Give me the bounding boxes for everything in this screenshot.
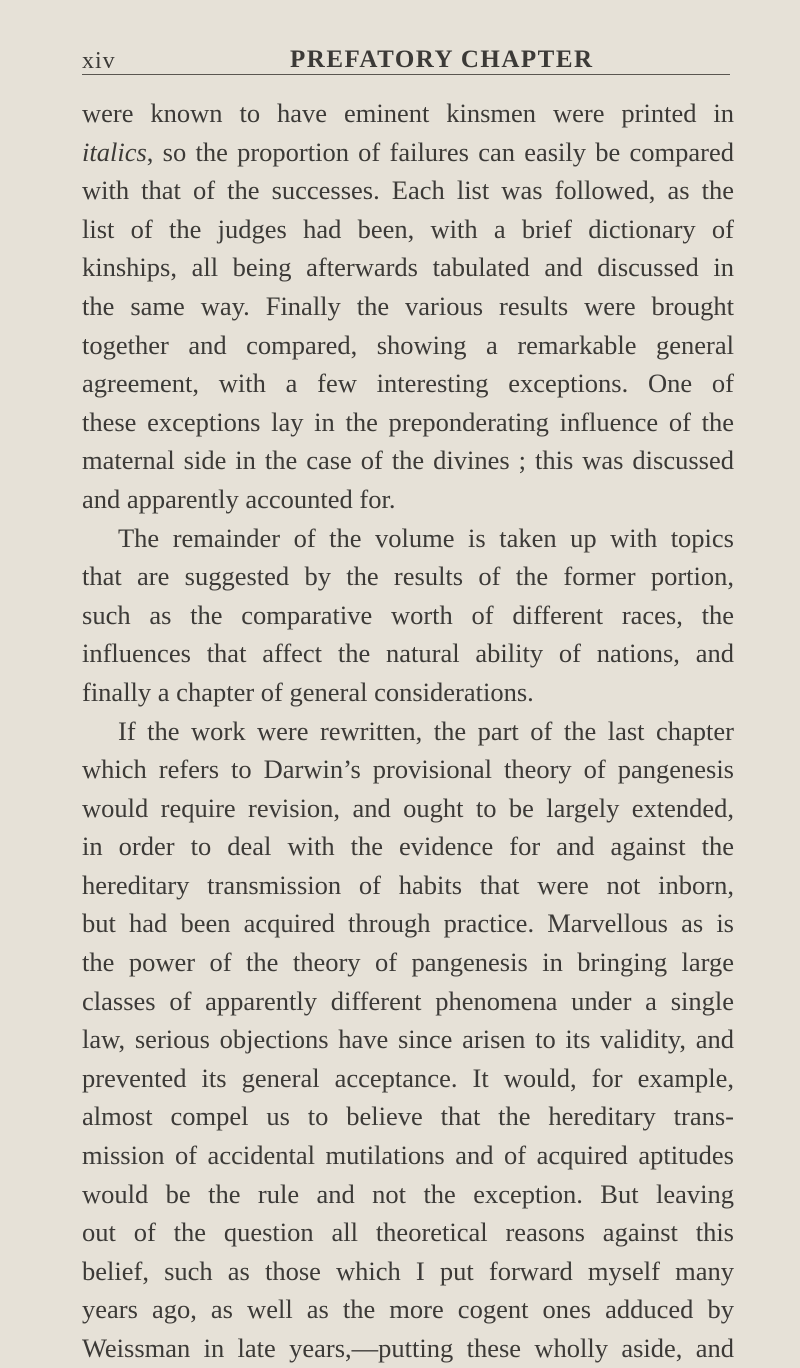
line-text: finally a chapter of general considerations. [82, 676, 534, 707]
page-header [82, 44, 722, 74]
line-text: The remainder of the volume is taken up with topics [118, 522, 734, 553]
text-line [82, 248, 734, 287]
line-text: almost compel us to believe that the hereditary trans- [82, 1101, 734, 1132]
line-text: would be the rule and not the exception. But leaving [82, 1178, 734, 1209]
line-text: the power of the theory of pangenesis in bringing large [82, 947, 734, 978]
text-line [82, 171, 734, 210]
line-text: prevented its general acceptance. It would, for example, [82, 1062, 734, 1093]
text-line [82, 982, 734, 1021]
running-head: PREFATORY CHAPTER [290, 46, 594, 73]
line-text: that are suggested by the results of the former portion, [82, 561, 734, 592]
text-line [82, 1097, 734, 1136]
line-text: , so the proportion of failures can easily be compared [146, 136, 734, 167]
text-line [82, 712, 734, 751]
line-text: would require revision, and ought to be largely extended, [82, 792, 734, 823]
text-line [82, 94, 734, 133]
line-text: with that of the successes. Each list was followed, as the [82, 175, 734, 206]
line-text: list of the judges had been, with a brief dictionary of [82, 213, 734, 244]
text-line [82, 210, 734, 249]
text-line [82, 287, 734, 326]
line-text: in order to deal with the evidence for and against the [82, 831, 734, 862]
text-line [82, 441, 734, 480]
line-text: but had been acquired through practice. Marvellous as is [82, 908, 734, 939]
line-text: were known to have eminent kinsmen were printed in [82, 98, 734, 128]
line-text: law, serious objections have since arisen to its validity, and [82, 1024, 734, 1055]
text-line [82, 827, 734, 866]
page-number: xiv [82, 48, 116, 74]
line-text: together and compared, showing a remarkable general [82, 329, 734, 360]
italic-text: italics [82, 136, 147, 167]
line-text: the same way. Finally the various results were brought [82, 290, 734, 321]
line-text: mission of accidental mutilations and of acquired aptitudes [82, 1140, 734, 1171]
text-line [82, 403, 734, 442]
line-text: these exceptions lay in the preponderating influence of the [82, 406, 734, 437]
line-text: influences that affect the natural ability of nations, and [82, 638, 734, 669]
text-line [82, 596, 734, 635]
text-line [82, 557, 734, 596]
line-text: If the work were rewritten, the part of the last chapter [118, 715, 734, 746]
line-text: kinships, all being afterwards tabulated and discussed in [82, 252, 734, 283]
text-line [82, 1252, 734, 1291]
text-line [82, 364, 734, 403]
text-line [82, 133, 734, 172]
text-line [82, 750, 734, 789]
line-text: classes of apparently different phenomena under a single [82, 985, 734, 1016]
text-line [82, 1175, 734, 1214]
line-text: which refers to Darwin’s provisional theory of pangenesis [82, 754, 734, 785]
text-line [82, 904, 734, 943]
text-line [82, 1213, 734, 1252]
line-text: agreement, with a few interesting exceptions. One of [82, 368, 734, 399]
line-text: out of the question all theoretical reasons against this [82, 1217, 734, 1248]
text-line [82, 480, 734, 519]
text-line [82, 789, 734, 828]
body-text [82, 94, 734, 1368]
text-line [82, 1020, 734, 1059]
text-line [82, 1059, 734, 1098]
text-line [82, 519, 734, 558]
text-line [82, 866, 734, 905]
text-line [82, 634, 734, 673]
text-line [82, 1329, 734, 1368]
line-text: maternal side in the case of the divines ; this was discussed [82, 445, 734, 476]
text-line [82, 1290, 734, 1329]
line-text: hereditary transmission of habits that were not inborn, [82, 869, 734, 900]
line-text: years ago, as well as the more cogent ones adduced by [82, 1294, 734, 1325]
text-line [82, 326, 734, 365]
line-text: and apparently accounted for. [82, 483, 396, 514]
line-text: such as the comparative worth of different races, the [82, 599, 734, 630]
line-text: Weissman in late years,—putting these wholly aside, and [82, 1333, 734, 1363]
text-line [82, 1136, 734, 1175]
header-rule [82, 74, 730, 75]
line-text: belief, such as those which I put forward myself many [82, 1255, 734, 1286]
text-line [82, 673, 734, 712]
text-line [82, 943, 734, 982]
